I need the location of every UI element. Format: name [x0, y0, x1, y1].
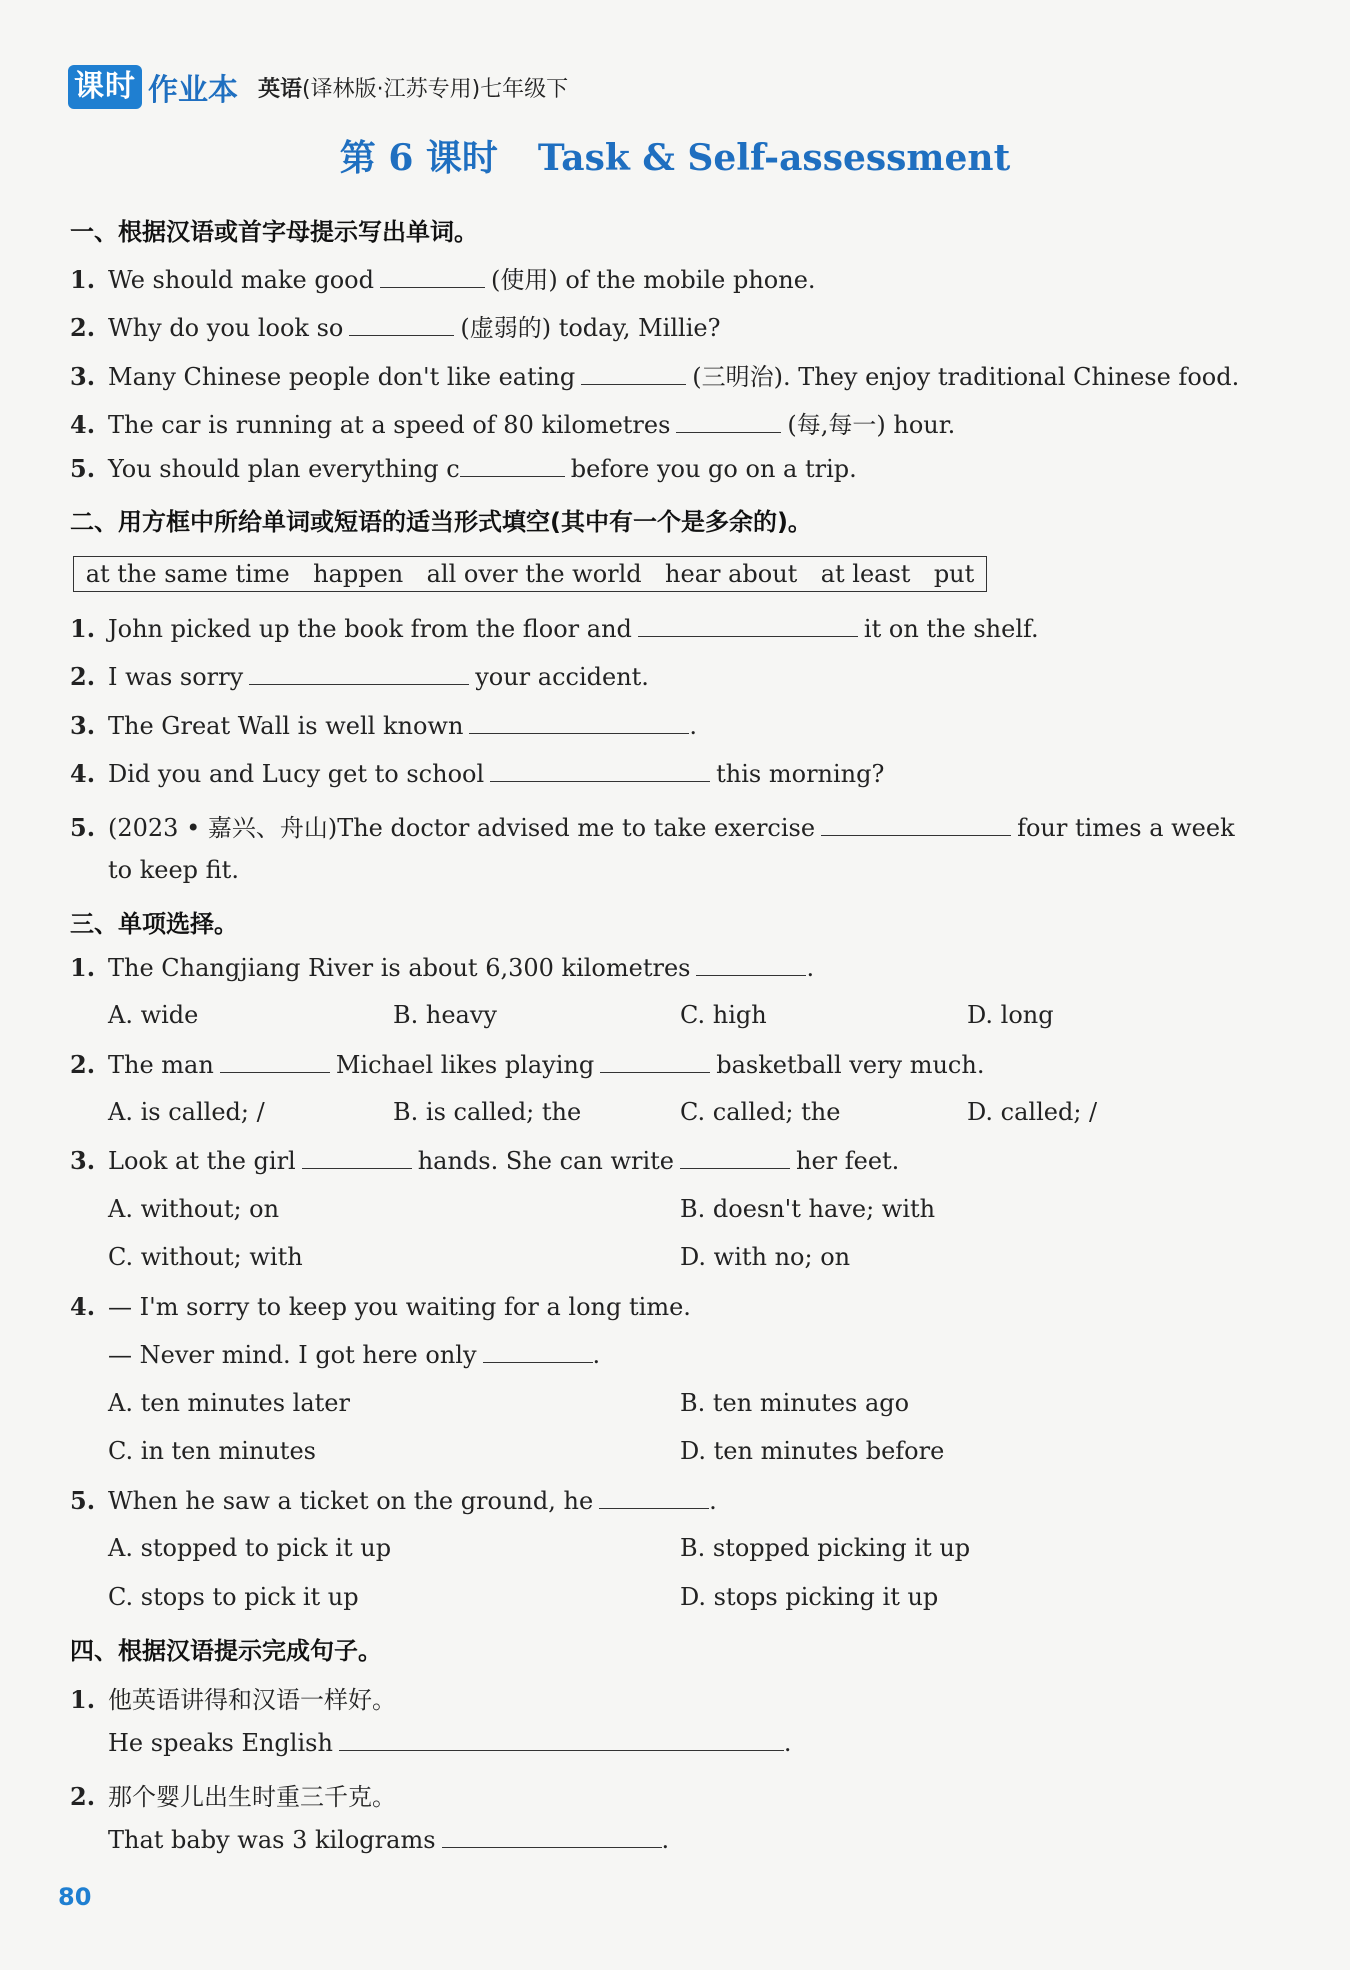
item-text: . [806, 954, 815, 982]
item-text: it on the shelf. [863, 615, 1039, 643]
item-text: four times a week [1017, 814, 1235, 842]
s3-q4 [70, 1292, 691, 1321]
item-text: — I'm sorry to keep you waiting for a long time. [108, 1293, 691, 1321]
answer-blank[interactable] [349, 313, 454, 336]
item-number: 2. [70, 662, 96, 691]
answer-blank[interactable] [469, 711, 689, 734]
answer-blank[interactable] [680, 1146, 790, 1169]
item-number: 1. [70, 265, 96, 294]
item-text: (使用) of the mobile phone. [490, 266, 816, 294]
item-text: . [709, 1487, 717, 1515]
item-number: 2. [70, 1050, 96, 1079]
item-text: this morning? [716, 760, 885, 788]
lesson-title [0, 130, 1350, 181]
page-header [68, 62, 568, 112]
s4-q1-answer-line [108, 1728, 792, 1757]
item-number: 4. [70, 759, 96, 788]
choice-option-b[interactable]: B. stopped picking it up [680, 1534, 971, 1562]
answer-blank[interactable] [696, 953, 806, 976]
item-number: 4. [70, 410, 96, 439]
answer-blank[interactable] [249, 662, 469, 685]
item-text: The Changjiang River is about 6,300 kilometres [108, 954, 691, 982]
item-text: 那个婴儿出生时重三千克。 [108, 1783, 396, 1811]
s3-q2 [70, 1050, 984, 1079]
item-text: (每,每一) hour. [787, 411, 956, 439]
s4-q2-answer-line [108, 1825, 669, 1854]
choice-option-b[interactable]: B. is called; the [393, 1098, 582, 1126]
item-text: We should make good [108, 266, 374, 294]
item-text: before you go on a trip. [570, 455, 857, 483]
answer-blank[interactable] [490, 759, 710, 782]
choice-option-d[interactable]: D. ten minutes before [680, 1437, 945, 1465]
s4-q1-prompt [70, 1680, 396, 1715]
choice-option-c[interactable]: C. without; with [108, 1243, 303, 1271]
word-bank-item: at the same time [85, 560, 290, 588]
answer-blank[interactable] [460, 454, 565, 477]
choice-option-c[interactable]: C. high [680, 1001, 767, 1029]
choice-option-d[interactable]: D. called; / [967, 1098, 1098, 1126]
answer-blank[interactable] [599, 1486, 709, 1509]
lesson-title-cn: 第 6 课时 [339, 137, 498, 179]
answer-blank[interactable] [600, 1050, 710, 1073]
word-bank-item: all over the world [426, 560, 642, 588]
item-text: hands. She can write [417, 1147, 674, 1175]
item-text: I was sorry [108, 663, 244, 691]
item-text: . [689, 712, 698, 740]
s1-item-2 [70, 308, 720, 343]
item-text: . [592, 1341, 601, 1369]
item-text: That baby was 3 kilograms [108, 1826, 436, 1854]
s2-item-1 [70, 614, 1039, 643]
item-number: 3. [70, 362, 96, 391]
s3-q3 [70, 1146, 899, 1175]
item-text: When he saw a ticket on the ground, he [108, 1487, 594, 1515]
item-text: John picked up the book from the floor and [108, 615, 632, 643]
item-text: The Great Wall is well known [108, 712, 464, 740]
word-bank-item: hear about [665, 560, 798, 588]
choice-option-d[interactable]: D. long [967, 1001, 1054, 1029]
item-text: (虚弱的) today, Millie? [460, 314, 721, 342]
s1-item-1 [70, 260, 816, 295]
choice-option-c[interactable]: C. in ten minutes [108, 1437, 316, 1465]
item-text: You should plan everything c [108, 455, 460, 483]
choice-option-d[interactable]: D. with no; on [680, 1243, 851, 1271]
item-text: Michael likes playing [335, 1051, 595, 1079]
item-text: The man [108, 1051, 214, 1079]
subject-label [258, 72, 568, 103]
section-3-heading: 三、单项选择。 [70, 910, 238, 938]
s2-item-4 [70, 759, 884, 788]
answer-blank[interactable] [676, 410, 781, 433]
item-number: 5. [70, 813, 96, 842]
item-text: Many Chinese people don't like eating [108, 363, 576, 391]
page-number: 80 [58, 1883, 92, 1911]
item-text: . [661, 1826, 670, 1854]
choice-option-a[interactable]: A. ten minutes later [108, 1389, 350, 1417]
choice-option-a[interactable]: A. without; on [108, 1195, 280, 1223]
choice-option-c[interactable]: C. called; the [680, 1098, 841, 1126]
item-text: The car is running at a speed of 80 kilometres [108, 411, 671, 439]
word-bank-item: at least [820, 560, 911, 588]
answer-blank[interactable] [638, 614, 858, 637]
item-number: 5. [70, 454, 96, 483]
item-number: 4. [70, 1292, 96, 1321]
answer-blank[interactable] [339, 1728, 784, 1751]
item-number: 1. [70, 1685, 96, 1714]
logo-mark: 课时 [68, 65, 142, 109]
subject-name: 英语 [258, 76, 303, 102]
item-text: — Never mind. I got here only [108, 1341, 477, 1369]
s3-q1 [70, 953, 814, 982]
answer-blank[interactable] [380, 265, 485, 288]
s2-item-5-continued: to keep fit. [108, 856, 239, 884]
section-4-heading: 四、根据汉语提示完成句子。 [70, 1637, 382, 1665]
choice-option-b[interactable]: B. ten minutes ago [680, 1389, 910, 1417]
choice-option-a[interactable]: A. stopped to pick it up [108, 1534, 392, 1562]
choice-option-b[interactable]: B. heavy [393, 1001, 497, 1029]
s3-q5 [70, 1486, 717, 1515]
s2-item-5 [70, 808, 1235, 843]
item-number: 1. [70, 614, 96, 643]
item-text: Why do you look so [108, 314, 344, 342]
word-bank-item: happen [313, 560, 404, 588]
item-text: He speaks English [108, 1729, 333, 1757]
answer-blank[interactable] [821, 813, 1011, 836]
answer-blank[interactable] [220, 1050, 330, 1073]
item-text: 他英语讲得和汉语一样好。 [108, 1686, 396, 1714]
lesson-title-en: Task & Self-assessment [537, 137, 1011, 179]
item-text: . [783, 1729, 792, 1757]
choice-option-d[interactable]: D. stops picking it up [680, 1583, 939, 1611]
section-1-heading: 一、根据汉语或首字母提示写出单词。 [70, 218, 478, 246]
item-text: basketball very much. [716, 1051, 985, 1079]
item-number: 3. [70, 711, 96, 740]
s2-item-3 [70, 711, 697, 740]
section-2-heading: 二、用方框中所给单词或短语的适当形式填空(其中有一个是多余的)。 [70, 508, 812, 536]
subject-detail: (译林版·江苏专用)七年级下 [302, 76, 569, 102]
s3-q4-reply [108, 1340, 600, 1369]
choice-option-b[interactable]: B. doesn't have; with [680, 1195, 936, 1223]
item-number: 3. [70, 1146, 96, 1175]
item-text: her feet. [795, 1147, 900, 1175]
word-bank-box [73, 556, 987, 592]
answer-blank[interactable] [302, 1146, 412, 1169]
answer-blank[interactable] [581, 362, 686, 385]
answer-blank[interactable] [442, 1825, 662, 1848]
item-number: 1. [70, 953, 96, 982]
choice-option-c[interactable]: C. stops to pick it up [108, 1583, 359, 1611]
s4-q2-prompt [70, 1777, 396, 1812]
item-number: 2. [70, 313, 96, 342]
s1-item-4 [70, 405, 955, 440]
answer-blank[interactable] [483, 1340, 593, 1363]
s1-item-3 [70, 357, 1239, 392]
s2-item-2 [70, 662, 649, 691]
item-number: 2. [70, 1782, 96, 1811]
s1-item-5 [70, 454, 857, 483]
item-number: 5. [70, 1486, 96, 1515]
logo-text: 作业本 [148, 73, 238, 108]
choice-option-a[interactable]: A. is called; / [108, 1098, 265, 1126]
item-text: your accident. [475, 663, 649, 691]
word-bank-item: put [933, 560, 975, 588]
item-text: Look at the girl [108, 1147, 296, 1175]
item-text: (2023 • 嘉兴、舟山)The doctor advised me to take exercise [108, 814, 816, 842]
item-text: (三明治). They enjoy traditional Chinese food. [692, 363, 1240, 391]
item-text: Did you and Lucy get to school [108, 760, 485, 788]
choice-option-a[interactable]: A. wide [108, 1001, 199, 1029]
brand-logo [68, 65, 238, 109]
